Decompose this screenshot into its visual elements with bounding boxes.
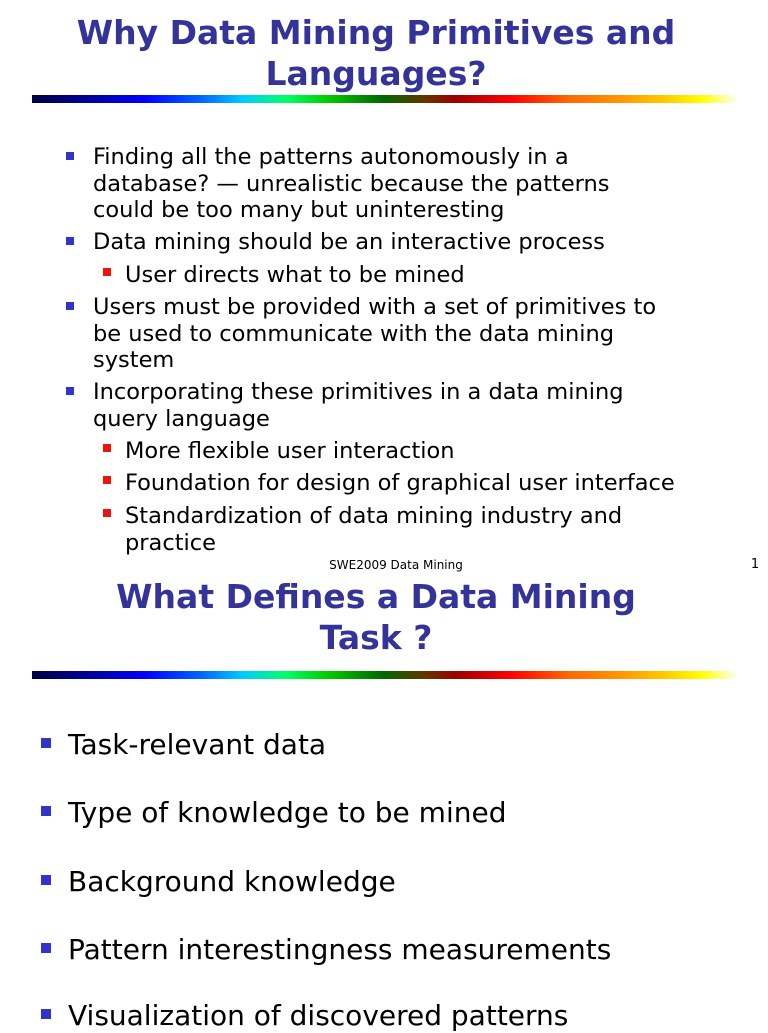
list-item-line: could be too many but uninteresting bbox=[93, 197, 505, 223]
square-bullet-icon bbox=[103, 444, 111, 452]
list-item-line: Users must be provided with a set of primitives to bbox=[93, 294, 657, 320]
list-item-text: Task-relevant data bbox=[68, 728, 327, 761]
rainbow-divider bbox=[32, 671, 736, 679]
list-item-text: Type of knowledge to be mined bbox=[68, 796, 507, 829]
list-item-line: database? — unrealistic because the patterns bbox=[93, 170, 610, 197]
list-item-text: Pattern interestingness measurements bbox=[68, 933, 612, 966]
slide-2-title-line-1: What Defines a Data Mining bbox=[116, 577, 636, 616]
square-bullet-icon bbox=[41, 943, 51, 953]
slide-1-title-line-1: Why Data Mining Primitives and bbox=[76, 13, 676, 52]
slide-2 bbox=[0, 576, 768, 1032]
rainbow-divider bbox=[32, 95, 736, 103]
list-item-line: Finding all the patterns autonomously in a bbox=[93, 144, 569, 170]
list-item-text bbox=[125, 503, 622, 556]
square-bullet-icon bbox=[41, 738, 51, 748]
list-item-line: More flexible user interaction bbox=[125, 438, 455, 464]
square-bullet-icon bbox=[66, 152, 74, 160]
square-bullet-icon bbox=[103, 268, 111, 276]
list-item-line: User directs what to be mined bbox=[125, 262, 465, 288]
square-bullet-icon bbox=[66, 302, 74, 310]
slide-2-title-line-2: Task ? bbox=[319, 618, 433, 657]
list-item-text bbox=[125, 262, 465, 289]
list-item-text bbox=[93, 144, 610, 224]
list-item-line: Standardization of data mining industry and bbox=[125, 503, 623, 529]
slide-footer bbox=[0, 557, 768, 573]
slide-1-title bbox=[40, 12, 712, 94]
slide-1-title-line-2: Languages? bbox=[265, 54, 487, 93]
square-bullet-icon bbox=[41, 1009, 51, 1019]
list-item-line: Data mining should be an interactive process bbox=[93, 229, 605, 255]
square-bullet-icon bbox=[41, 806, 51, 816]
list-item-line: Incorporating these primitives in a data mining bbox=[93, 379, 624, 405]
square-bullet-icon bbox=[66, 387, 74, 395]
footer-text: SWE2009 Data Mining bbox=[329, 558, 463, 572]
list-item-text bbox=[125, 470, 675, 497]
list-item-text: Visualization of discovered patterns bbox=[68, 999, 569, 1032]
list-item-line: Foundation for design of graphical user interface bbox=[125, 470, 675, 496]
list-item-line: be used to communicate with the data mining bbox=[93, 320, 615, 347]
list-item-text bbox=[125, 438, 455, 465]
square-bullet-icon bbox=[41, 875, 51, 885]
list-item-text bbox=[93, 229, 605, 256]
list-item-text: Background knowledge bbox=[68, 865, 396, 898]
page-number: 1 bbox=[750, 557, 760, 572]
list-item-line: system bbox=[93, 347, 175, 373]
square-bullet-icon bbox=[103, 476, 111, 484]
list-item-line: query language bbox=[93, 405, 270, 432]
list-item-text bbox=[93, 379, 624, 432]
list-item-line: practice bbox=[125, 529, 216, 556]
list-item-text bbox=[93, 294, 656, 374]
square-bullet-icon bbox=[66, 237, 74, 245]
slide-2-title bbox=[40, 576, 712, 658]
square-bullet-icon bbox=[103, 509, 111, 517]
